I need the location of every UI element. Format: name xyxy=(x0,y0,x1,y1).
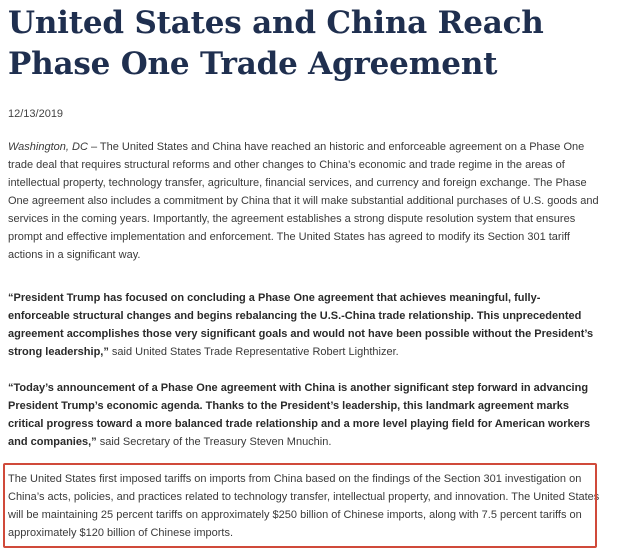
attribution-mnuchin: said Secretary of the Treasury Steven Mnuchin. xyxy=(96,436,332,448)
publish-date: 12/13/2019 xyxy=(8,108,64,120)
paragraph-intro-text: The United States and China have reached an historic and enforceable agreement on a Phase One trade deal that requires structural reforms and other changes to China’s economic and trade regime in the areas of intellectual property, technology transfer, agriculture, financial services, and currency and foreign exchange. The Phase One agreement also includes a commitment by China that it will make substantial additional purchases of U.S. goods and services in the coming years. Importantly, the agreement establishes a strong dispute resolution system that ensures prompt and effective implementation and enforcement. The United States has agreed to modify its Section 301 tariff actions in a significant way. xyxy=(8,141,599,261)
article xyxy=(8,0,616,539)
paragraph-quote-lighthizer xyxy=(8,289,600,361)
dateline: Washington, DC xyxy=(8,141,88,153)
paragraph-intro xyxy=(8,138,600,264)
dateline-dash: – xyxy=(87,141,100,153)
quote-mnuchin: “Today’s announcement of a Phase One agreement with China is another significant step forward in advancing President Trump’s economic agenda. Thanks to the President’s leadership, this landmark agreement marks critical progress toward a more balanced trade relationship and a more level playing field for American workers and companies,” xyxy=(8,382,591,448)
paragraph-quote-mnuchin xyxy=(8,379,600,451)
quote-lighthizer: “President Trump has focused on concluding a Phase One agreement that achieves meaningful, fully-enforceable structural changes and begins rebalancing the U.S.-China trade relationship. This unprecedented agreement accomplishes those very significant goals and would not have been possible without the President’s strong leadership,” xyxy=(8,292,594,358)
attribution-lighthizer: said United States Trade Representative Robert Lighthizer. xyxy=(108,346,399,358)
paragraph-tariffs: The United States first imposed tariffs on imports from China based on the findings of the Section 301 investigation on China’s acts, policies, and practices related to technology transfer, intellectual property, and innovation. The United States will be maintaining 25 percent tariffs on approximately $250 billion of Chinese imports, along with 7.5 percent tariffs on approximately $120 billion of Chinese imports. xyxy=(8,473,600,539)
page-title: United States and China Reach Phase One Trade Agreement xyxy=(8,5,544,82)
